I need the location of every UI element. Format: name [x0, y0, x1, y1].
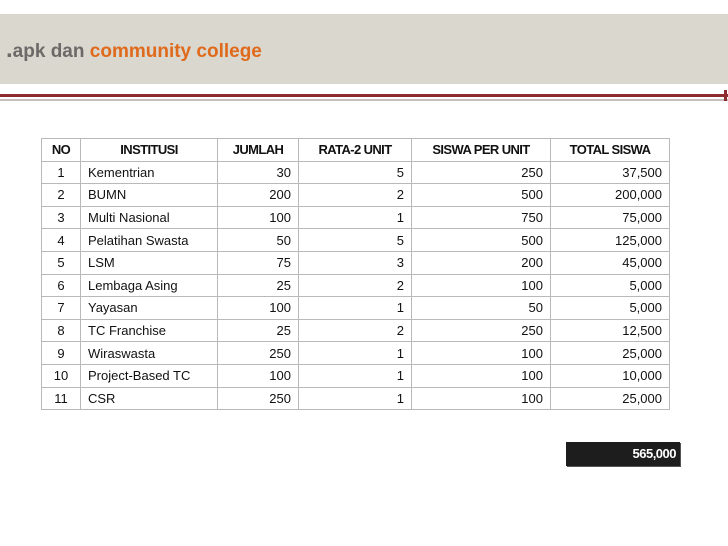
- cell-rata-unit: 1: [299, 297, 412, 320]
- cell-institusi: Project-Based TC: [81, 364, 218, 387]
- header-jumlah: JUMLAH: [218, 139, 299, 162]
- cell-rata-unit: 2: [299, 274, 412, 297]
- cell-institusi: Wiraswasta: [81, 342, 218, 365]
- divider-tick: [724, 90, 727, 101]
- table-row: [42, 297, 670, 320]
- slide-title: [6, 36, 262, 64]
- cell-siswa-per-unit: 100: [412, 342, 551, 365]
- cell-institusi: Kementrian: [81, 161, 218, 184]
- cell-jumlah: 250: [218, 342, 299, 365]
- cell-no: 8: [42, 319, 81, 342]
- cell-rata-unit: 5: [299, 229, 412, 252]
- cell-rata-unit: 5: [299, 161, 412, 184]
- header-no: NO: [42, 139, 81, 162]
- cell-institusi: CSR: [81, 387, 218, 410]
- cell-jumlah: 25: [218, 274, 299, 297]
- cell-institusi: TC Franchise: [81, 319, 218, 342]
- cell-total-siswa: 25,000: [551, 342, 670, 365]
- cell-rata-unit: 1: [299, 342, 412, 365]
- cell-jumlah: 100: [218, 364, 299, 387]
- cell-institusi: Yayasan: [81, 297, 218, 320]
- cell-total-siswa: 5,000: [551, 297, 670, 320]
- cell-rata-unit: 1: [299, 387, 412, 410]
- cell-siswa-per-unit: 100: [412, 274, 551, 297]
- cell-jumlah: 250: [218, 387, 299, 410]
- cell-siswa-per-unit: 100: [412, 387, 551, 410]
- cell-no: 11: [42, 387, 81, 410]
- cell-siswa-per-unit: 250: [412, 161, 551, 184]
- cell-siswa-per-unit: 750: [412, 206, 551, 229]
- table-row: [42, 184, 670, 207]
- cell-total-siswa: 5,000: [551, 274, 670, 297]
- cell-institusi: BUMN: [81, 184, 218, 207]
- table-row: [42, 161, 670, 184]
- cell-siswa-per-unit: 500: [412, 184, 551, 207]
- total-siswa-sum: 565,000: [566, 442, 680, 466]
- cell-rata-unit: 1: [299, 206, 412, 229]
- divider-top: [0, 94, 728, 97]
- title-part-2: community college: [89, 41, 262, 62]
- cell-total-siswa: 25,000: [551, 387, 670, 410]
- cell-jumlah: 100: [218, 297, 299, 320]
- cell-total-siswa: 45,000: [551, 251, 670, 274]
- cell-siswa-per-unit: 250: [412, 319, 551, 342]
- table-row: [42, 387, 670, 410]
- table-row: [42, 319, 670, 342]
- table-row: [42, 251, 670, 274]
- table-row: [42, 274, 670, 297]
- cell-no: 5: [42, 251, 81, 274]
- institution-table: [41, 138, 670, 410]
- cell-total-siswa: 10,000: [551, 364, 670, 387]
- cell-institusi: Lembaga Asing: [81, 274, 218, 297]
- cell-institusi: Pelatihan Swasta: [81, 229, 218, 252]
- cell-jumlah: 200: [218, 184, 299, 207]
- cell-jumlah: 75: [218, 251, 299, 274]
- table-row: [42, 206, 670, 229]
- title-part-1: apk dan: [12, 41, 85, 62]
- cell-siswa-per-unit: 200: [412, 251, 551, 274]
- cell-no: 9: [42, 342, 81, 365]
- cell-rata-unit: 2: [299, 184, 412, 207]
- header-total-siswa: TOTAL SISWA: [551, 139, 670, 162]
- cell-jumlah: 25: [218, 319, 299, 342]
- cell-siswa-per-unit: 500: [412, 229, 551, 252]
- cell-no: 4: [42, 229, 81, 252]
- cell-institusi: Multi Nasional: [81, 206, 218, 229]
- cell-no: 6: [42, 274, 81, 297]
- cell-rata-unit: 3: [299, 251, 412, 274]
- cell-rata-unit: 2: [299, 319, 412, 342]
- cell-total-siswa: 75,000: [551, 206, 670, 229]
- cell-total-siswa: 200,000: [551, 184, 670, 207]
- header-institusi: INSTITUSI: [81, 139, 218, 162]
- cell-total-siswa: 37,500: [551, 161, 670, 184]
- cell-siswa-per-unit: 100: [412, 364, 551, 387]
- divider-bottom: [0, 99, 728, 101]
- cell-rata-unit: 1: [299, 364, 412, 387]
- header-siswa-per-unit: SISWA PER UNIT: [412, 139, 551, 162]
- cell-no: 3: [42, 206, 81, 229]
- table-header-row: [42, 139, 670, 162]
- cell-institusi: LSM: [81, 251, 218, 274]
- cell-total-siswa: 12,500: [551, 319, 670, 342]
- cell-siswa-per-unit: 50: [412, 297, 551, 320]
- cell-no: 7: [42, 297, 81, 320]
- cell-no: 1: [42, 161, 81, 184]
- title-bullet: .: [6, 36, 13, 63]
- cell-jumlah: 100: [218, 206, 299, 229]
- table-row: [42, 229, 670, 252]
- cell-jumlah: 50: [218, 229, 299, 252]
- table-row: [42, 342, 670, 365]
- cell-no: 10: [42, 364, 81, 387]
- cell-no: 2: [42, 184, 81, 207]
- cell-total-siswa: 125,000: [551, 229, 670, 252]
- cell-jumlah: 30: [218, 161, 299, 184]
- table-row: [42, 364, 670, 387]
- header-rata-unit: RATA-2 UNIT: [299, 139, 412, 162]
